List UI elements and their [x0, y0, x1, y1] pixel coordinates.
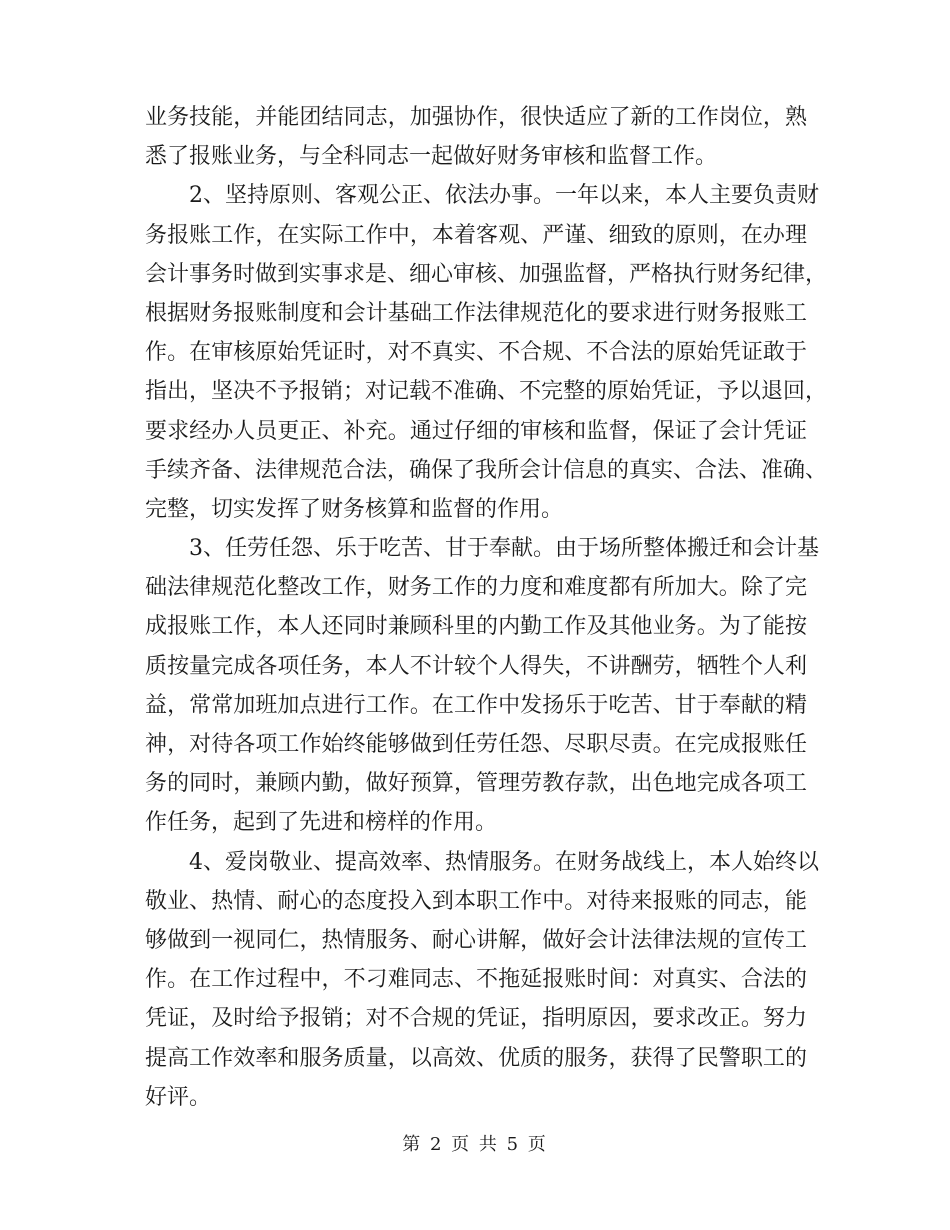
text-line: 手续齐备、法律规范合法，确保了我所会计信息的真实、合法、准确、 [145, 457, 828, 483]
text-line: 成报账工作，本人还同时兼顾科里的内勤工作及其他业务。为了能按 [145, 614, 807, 640]
text-line: 业务技能，并能团结同志，加强协作，很快适应了新的工作岗位，熟 [145, 105, 807, 130]
text-line: 悉了报账业务，与全科同志一起做好财务审核和监督工作。 [145, 144, 718, 170]
page-number-footer: 第 2 页 共 5 页 [402, 1134, 548, 1155]
text-line: 要求经办人员更正、补充。通过仔细的审核和监督，保证了会计凭证 [145, 418, 807, 444]
text-line: 务的同时，兼顾内勤，做好预算，管理劳教存款，出色地完成各项工 [145, 771, 807, 797]
text-line: 础法律规范化整改工作，财务工作的力度和难度都有所加大。除了完 [145, 575, 807, 601]
text-line: 神，对待各项工作始终能够做到任劳任怨、尽职尽责。在完成报账任 [145, 732, 807, 757]
text-line: 作。在工作过程中，不刁难同志、不拖延报账时间：对真实、合法的 [145, 967, 807, 993]
document-body [145, 98, 828, 1117]
text-line: 根据财务报账制度和会计基础工作法律规范化的要求进行财务报账工 [145, 300, 807, 326]
text-line: 敬业、热情、耐心的态度投入到本职工作中。对待来报账的同志，能 [145, 888, 807, 914]
paragraph-first-line: 2、坚持原则、客观公正、依法办事。一年以来，本人主要负责财 [189, 183, 819, 209]
text-line: 够做到一视同仁，热情服务、耐心讲解，做好会计法律法规的宣传工 [145, 927, 807, 953]
text-line: 提高工作效率和服务质量，以高效、优质的服务，获得了民警职工的 [145, 1045, 807, 1071]
paragraph-first-line: 4、爱岗敬业、提高效率、热情服务。在财务战线上，本人始终以 [189, 849, 819, 875]
text-line: 好评。 [145, 1084, 212, 1110]
text-line: 会计事务时做到实事求是、细心审核、加强监督，严格执行财务纪律， [145, 261, 828, 287]
paragraph-first-line: 3、任劳任怨、乐于吃苦、甘于奉献。由于场所整体搬迁和会计基 [189, 536, 819, 562]
text-line: 益，常常加班加点进行工作。在工作中发扬乐于吃苦、甘于奉献的精 [145, 692, 807, 718]
text-line: 完整，切实发挥了财务核算和监督的作用。 [145, 496, 564, 522]
text-line: 作任务，起到了先进和榜样的作用。 [145, 810, 498, 836]
text-line: 作。在审核原始凭证时，对不真实、不合规、不合法的原始凭证敢于 [145, 340, 807, 366]
text-line: 凭证，及时给予报销；对不合规的凭证，指明原因，要求改正。努力 [145, 1006, 807, 1032]
text-line: 指出，坚决不予报销；对记载不准确、不完整的原始凭证，予以退回， [145, 379, 828, 405]
text-line: 质按量完成各项任务，本人不计较个人得失，不讲酬劳，牺牲个人利 [145, 653, 807, 679]
text-line: 务报账工作，在实际工作中，本着客观、严谨、细致的原则，在办理 [145, 222, 807, 248]
